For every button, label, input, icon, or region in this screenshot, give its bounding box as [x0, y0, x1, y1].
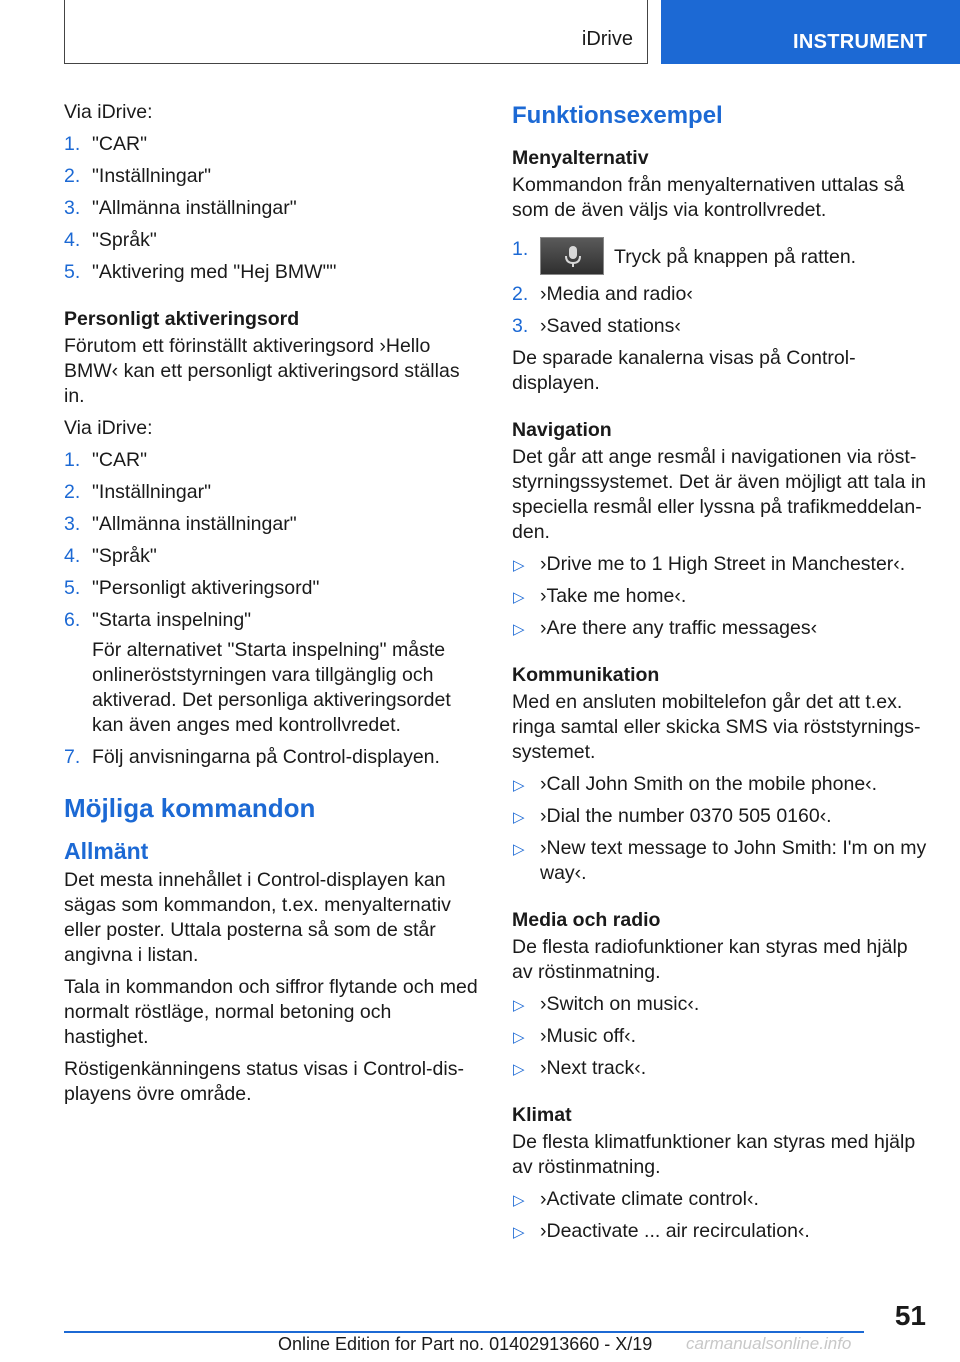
example-text: ›Deactivate ... air recirculation‹.: [540, 1220, 810, 1242]
step-number: 2.: [512, 283, 529, 305]
navigation-examples: [512, 552, 928, 641]
step-item: [64, 544, 478, 569]
via-idrive-label: Via iDrive:: [64, 101, 153, 123]
heading-function-examples: Funktionsexempel: [512, 102, 723, 129]
right-column: [512, 100, 928, 1251]
footer-edition: Online Edition for Part no. 01402913660 - X/19: [278, 1334, 653, 1354]
step-item: [64, 132, 478, 157]
list-item: [512, 992, 928, 1017]
paragraph-navigation: Det går att ange resmål i navigationen via röststyrningssystemet. Det är även möjligt att tala in speciella resmål eller lyssna på trafikmeddelanden.: [512, 446, 927, 543]
step-text: ›Media and radio‹: [540, 283, 693, 305]
list-item: [512, 772, 928, 797]
example-text: ›New text message to John Smith: I'm on my way‹.: [540, 837, 927, 884]
paragraph-general-2: Tala in kommandon och siffror flytande och med normalt röstläge, normal betoning och hastighet.: [64, 976, 478, 1048]
step-text: "CAR": [92, 449, 148, 471]
list-item: [512, 804, 928, 829]
paragraph-communication: Med en ansluten mobiltelefon går det att t.ex. ringa samtal eller skicka SMS via röststyrningssystemet.: [512, 691, 921, 763]
step-number: 3.: [64, 197, 81, 219]
triangle-bullet-icon: ▷: [513, 777, 525, 794]
step-item: [64, 480, 478, 505]
triangle-bullet-icon: ▷: [513, 557, 525, 574]
watermark: carmanualsonline.info: [686, 1334, 852, 1353]
example-text: ›Drive me to 1 High Street in Manchester‹.: [540, 553, 906, 575]
paragraph-menu-items: Kommandon från menyalternativen uttalas så som de även väljs via kontrollvredet.: [512, 174, 905, 221]
heading-communication: Kommunikation: [512, 664, 660, 686]
paragraph-media-radio: De flesta radiofunktioner kan styras med hjälp av röstinmatning.: [512, 936, 908, 983]
paragraph-climate: De flesta klimatfunktioner kan styras med hjälp av röstinmatning.: [512, 1131, 916, 1178]
heading-menu-items: Menyalternativ: [512, 147, 649, 169]
list-item: [512, 1187, 928, 1212]
step-number: 6.: [64, 609, 81, 631]
step-item: [64, 196, 478, 221]
triangle-bullet-icon: ▷: [513, 1061, 525, 1078]
step-number: 1.: [512, 238, 529, 260]
step-text: "Aktivering med "Hej BMW"": [92, 261, 337, 283]
step-text: "Allmänna inställningar": [92, 513, 297, 535]
triangle-bullet-icon: ▷: [513, 841, 525, 858]
step-text: Tryck på knappen på ratten.: [614, 246, 857, 268]
step-text: "Inställningar": [92, 481, 211, 503]
example-text: ›Dial the number 0370 505 0160‹.: [540, 805, 832, 827]
step-item: [64, 164, 478, 189]
heading-possible-commands: Möjliga kommandon: [64, 793, 316, 823]
heading-media-radio: Media och radio: [512, 909, 661, 931]
triangle-bullet-icon: ▷: [513, 809, 525, 826]
list-item: [512, 1056, 928, 1081]
step-item: [64, 260, 478, 285]
climate-examples: [512, 1187, 928, 1244]
step-item: [512, 237, 928, 275]
paragraph-general-3: Röstigenkänningens status visas i Control-displayens övre område.: [64, 1058, 464, 1105]
step-text: "Språk": [92, 545, 157, 567]
triangle-bullet-icon: ▷: [513, 997, 525, 1014]
triangle-bullet-icon: ▷: [513, 621, 525, 638]
step-text: "CAR": [92, 133, 148, 155]
list-item: [512, 836, 928, 886]
step-item: [64, 576, 478, 601]
step-text: Följ anvisningarna på Control-displayen.: [92, 746, 440, 768]
step-text: "Inställningar": [92, 165, 211, 187]
heading-general: Allmänt: [64, 838, 149, 864]
example-text: ›Take me home‹.: [540, 585, 687, 607]
step-note: För alternativet "Starta inspelning" måste onlineröststyrningen vara tillgänglig och aktiverad. Det personliga aktiveringsordet kan även anges med kontrollvredet.: [92, 639, 451, 736]
header-chapter-tab: INSTRUMENT: [661, 0, 960, 64]
step-number: 4.: [64, 545, 81, 567]
step-item: [64, 608, 478, 738]
step-item: [512, 282, 928, 307]
step-number: 4.: [64, 229, 81, 251]
header-frame: [64, 0, 648, 64]
media-examples: [512, 992, 928, 1081]
step-number: 3.: [512, 315, 529, 337]
step-number: 5.: [64, 261, 81, 283]
steps-list-personal: [64, 448, 478, 770]
step-item: [64, 448, 478, 473]
step-text: ›Saved stations‹: [540, 315, 681, 337]
step-number: 2.: [64, 481, 81, 503]
steps-list-hey-bmw: [64, 132, 478, 285]
paragraph-personal-wake-word: Förutom ett förinställt aktiveringsord ›Hello BMW‹ kan ett personligt aktiveringsord ställas in.: [64, 335, 460, 407]
triangle-bullet-icon: ▷: [513, 1192, 525, 1209]
step-text: "Allmänna inställningar": [92, 197, 297, 219]
via-idrive-label: Via iDrive:: [64, 417, 153, 439]
example-text: ›Activate climate control‹.: [540, 1188, 759, 1210]
step-item: [64, 512, 478, 537]
list-item: [512, 584, 928, 609]
heading-personal-wake-word: Personligt aktiveringsord: [64, 308, 300, 330]
triangle-bullet-icon: ▷: [513, 589, 525, 606]
step-item: [64, 745, 478, 770]
list-item: [512, 552, 928, 577]
example-text: ›Are there any traffic messages‹: [540, 617, 818, 639]
paragraph-menu-result: De sparade kanalerna visas på Control-displayen.: [512, 347, 856, 394]
example-text: ›Switch on music‹.: [540, 993, 700, 1015]
list-item: [512, 1024, 928, 1049]
communication-examples: [512, 772, 928, 886]
triangle-bullet-icon: ▷: [513, 1029, 525, 1046]
step-text: "Personligt aktiveringsord": [92, 577, 320, 599]
step-item: [64, 228, 478, 253]
step-number: 7.: [64, 746, 81, 768]
page-number: 51: [894, 1300, 926, 1331]
step-number: 1.: [64, 449, 81, 471]
step-item: [512, 314, 928, 339]
step-number: 5.: [64, 577, 81, 599]
paragraph-general-1: Det mesta innehållet i Control-displayen kan sägas som kommandon, t.ex. menyalternativ eller poster. Uttala posterna så som de står angivna i listan.: [64, 869, 451, 966]
example-text: ›Next track‹.: [540, 1057, 647, 1079]
step-text: "Språk": [92, 229, 157, 251]
example-text: ›Music off‹.: [540, 1025, 637, 1047]
example-text: ›Call John Smith on the mobile phone‹.: [540, 773, 878, 795]
footer-divider: [64, 1331, 864, 1333]
steps-list-menu: [512, 237, 928, 339]
heading-navigation: Navigation: [512, 419, 612, 441]
left-column: [64, 100, 478, 1114]
list-item: [512, 616, 928, 641]
step-number: 1.: [64, 133, 81, 155]
triangle-bullet-icon: ▷: [513, 1224, 525, 1241]
step-number: 2.: [64, 165, 81, 187]
header-section-title: iDrive: [581, 28, 633, 50]
list-item: [512, 1219, 928, 1244]
step-number: 3.: [64, 513, 81, 535]
heading-climate: Klimat: [512, 1104, 572, 1126]
microphone-icon: [540, 237, 604, 275]
step-text: "Starta inspelning": [92, 609, 252, 631]
